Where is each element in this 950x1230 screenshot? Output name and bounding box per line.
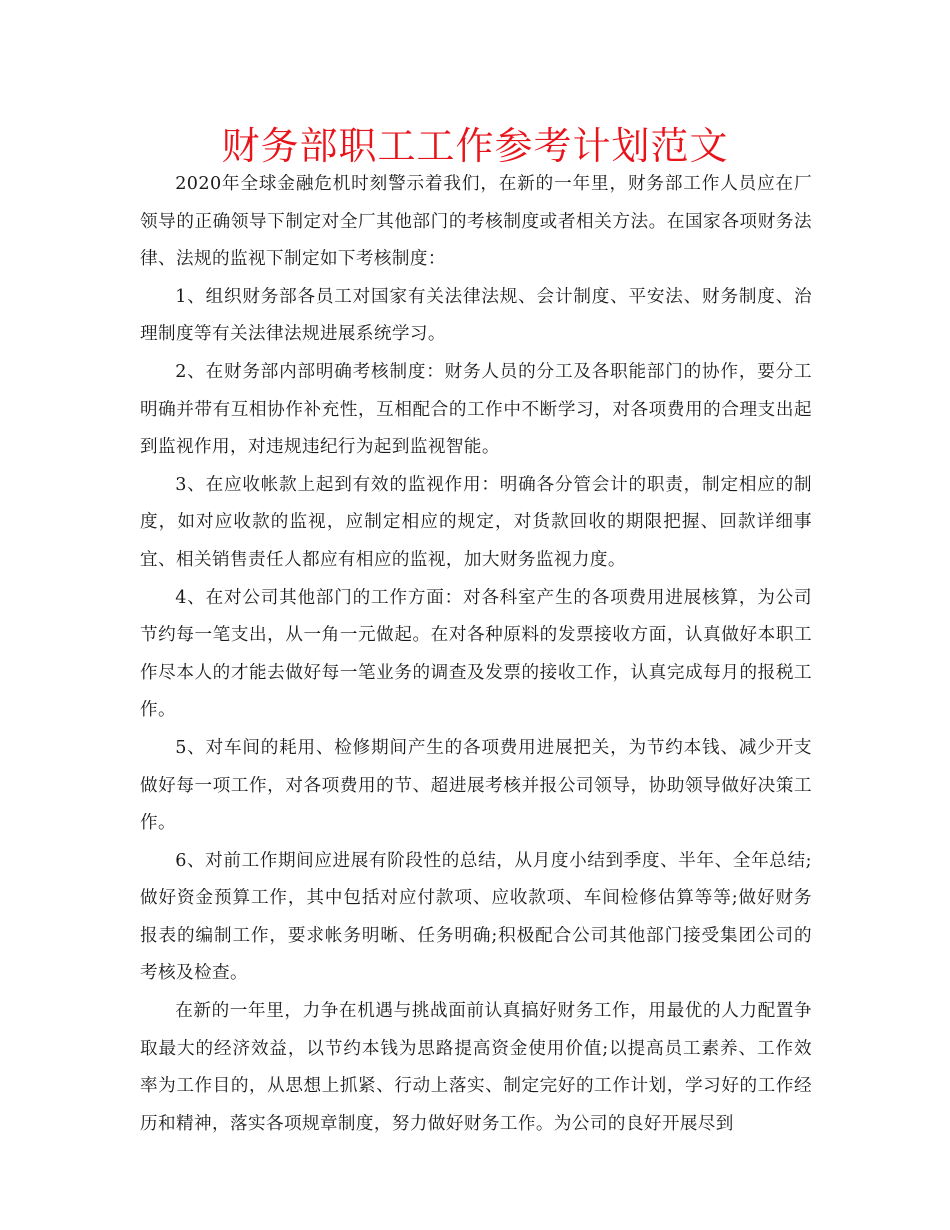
document-title: 财务部职工工作参考计划范文 — [221, 124, 729, 168]
paragraph-item-5: 5、对车间的耗用、检修期间产生的各项费用进展把关，为节约本钱、减少开支做好每一项工作，对各项费用的节、超进展考核并报公司领导，协助领导做好决策工作。 — [140, 737, 812, 834]
paragraph-item-2: 2、在财务部内部明确考核制度：财务人员的分工及各职能部门的协作，要分工明确并带有互相协作补充性，互相配合的工作中不断学习，对各项费用的合理支出起到监视作用，对违规违纪行为起到监视智能。 — [140, 361, 812, 458]
paragraph-item-6: 6、对前工作期间应进展有阶段性的总结，从月度小结到季度、半年、全年总结;做好资金预算工作，其中包括对应付款项、应收款项、车间检修估算等等;做好财务报表的编制工作，要求帐务明晰、任务明确;积极配合公司其他部门接受集团公司的考核及检查。 — [140, 850, 812, 984]
paragraph-item-4: 4、在对公司其他部门的工作方面：对各科室产生的各项费用进展核算，为公司节约每一笔支出，从一角一元做起。在对各种原料的发票接收方面，认真做好本职工作尽本人的才能去做好每一笔业务的调查及发票的接收工作，认真完成每月的报税工作。 — [140, 587, 812, 721]
paragraph-conclusion: 在新的一年里，力争在机遇与挑战面前认真搞好财务工作，用最优的人力配置争取最大的经济效益，以节约本钱为思路提高资金使用价值;以提高员工素养、工作效率为工作目的，从思想上抓紧、行动上落实、制定完好的工作计划，学习好的工作经历和精神，落实各项规章制度，努力做好财务工作。为公司的良好开展尽到 — [140, 1001, 812, 1134]
paragraph-intro: 2020年全球金融危机时刻警示着我们，在新的一年里，财务部工作人员应在厂领导的正确领导下制定对全厂其他部门的考核制度或者相关方法。在国家各项财务法律、法规的监视下制定如下考核制度： — [140, 174, 812, 270]
paragraph-item-1: 1、组织财务部各员工对国家有关法律法规、会计制度、平安法、财务制度、治理制度等有关法律法规进展系统学习。 — [140, 286, 812, 345]
paragraph-item-3: 3、在应收帐款上起到有效的监视作用：明确各分管会计的职责，制定相应的制度，如对应收款的监视，应制定相应的规定，对货款回收的期限把握、回款详细事宜、相关销售责任人都应有相应的监视，加大财务监视力度。 — [140, 474, 812, 570]
document-body — [140, 166, 812, 1143]
